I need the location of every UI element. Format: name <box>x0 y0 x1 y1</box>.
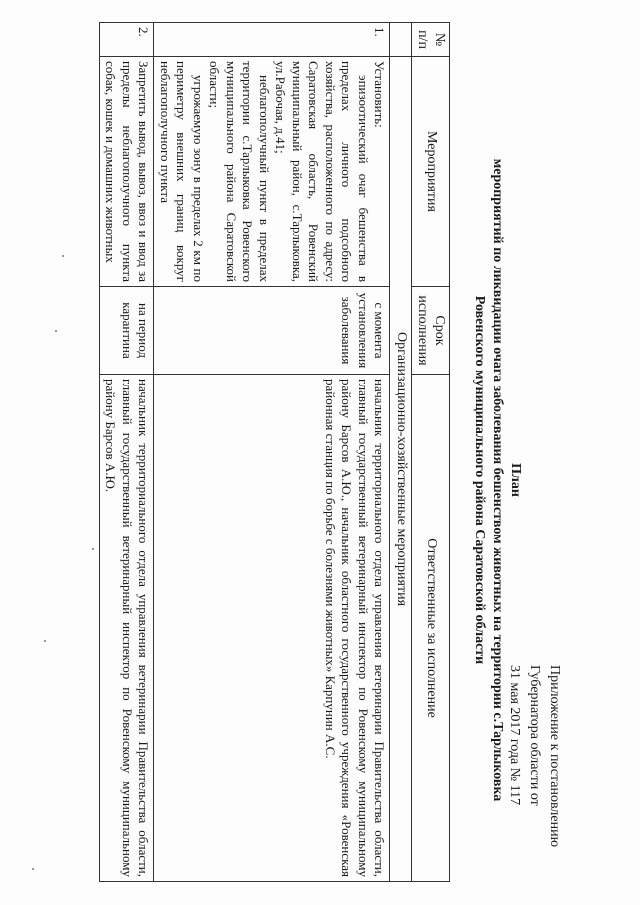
document-title <box>470 100 524 860</box>
row-responsible: начальник территориального отдела управления ветеринарии Правительства области, главный государственный ветеринарный инспектор по Ровенскому муниципальному району Барсов А.Ю., начальник областного государственного учреждения «Ровенская районная станция по борьбе с болезнями животных» Карпунин А.С. <box>154 375 390 882</box>
header-number: № п/п <box>412 23 450 57</box>
table-row <box>100 23 155 882</box>
row-responsible: начальник территориального отдела управления ветеринарии Правительства области, главный государственный ветеринарный инспектор по Ровенскому муниципальному району Барсов А.Ю. <box>100 375 155 882</box>
row-measure <box>154 57 390 287</box>
appendix-line-3: 31 мая 2017 года № 117 <box>507 665 522 806</box>
row-measure: Запретить вывод, вывоз, ввоз и ввод за пределы неблагополучного пункта собак, кошек и домашних животных <box>100 57 155 287</box>
table-header-row <box>412 23 450 882</box>
title-plan: План <box>508 463 523 497</box>
measure-paragraph: неблагополучный пункт в пределах территории с.Тарлыковка Ровенского муниципального района Саратовской области; <box>207 61 272 282</box>
section-title: Организационно-хозяйственные мероприятия <box>390 57 412 882</box>
title-line-2: мероприятий по ликвидации очага заболевания бешенством животных на территории с.Тарлыковка <box>490 158 505 802</box>
title-line-3: Ровенского муниципального района Саратовской области <box>472 295 487 665</box>
appendix-line-1: Приложение к постановлению <box>547 665 562 848</box>
row-number: 2. <box>100 23 155 57</box>
row-term: с момента установления заболевания <box>154 287 390 375</box>
header-responsible: Ответственные за исполнение <box>412 375 450 882</box>
measure-paragraph: угрожаемую зону в пределах 2 км по периметру внешних границ вокруг неблагополучного пункта <box>158 61 206 282</box>
header-term: Срок исполнения <box>412 287 450 375</box>
measure-lead: Установить: <box>372 61 388 128</box>
header-measures: Мероприятия <box>412 57 450 287</box>
row-number: 1. <box>154 23 390 57</box>
section-row <box>390 23 412 882</box>
appendix-line-2: Губернатора области от <box>527 665 542 806</box>
measure-paragraph: эпизоотический очаг бешенства в пределах личного подсобного хозяйства, расположенного по адресу: Саратовская область, Ровенский муниципальный район, с.Тарлыковка, ул.Рабочая, д.41; <box>273 61 371 282</box>
measures-table <box>99 22 450 882</box>
table-row <box>154 23 390 882</box>
row-term: на период карантина <box>100 287 155 375</box>
